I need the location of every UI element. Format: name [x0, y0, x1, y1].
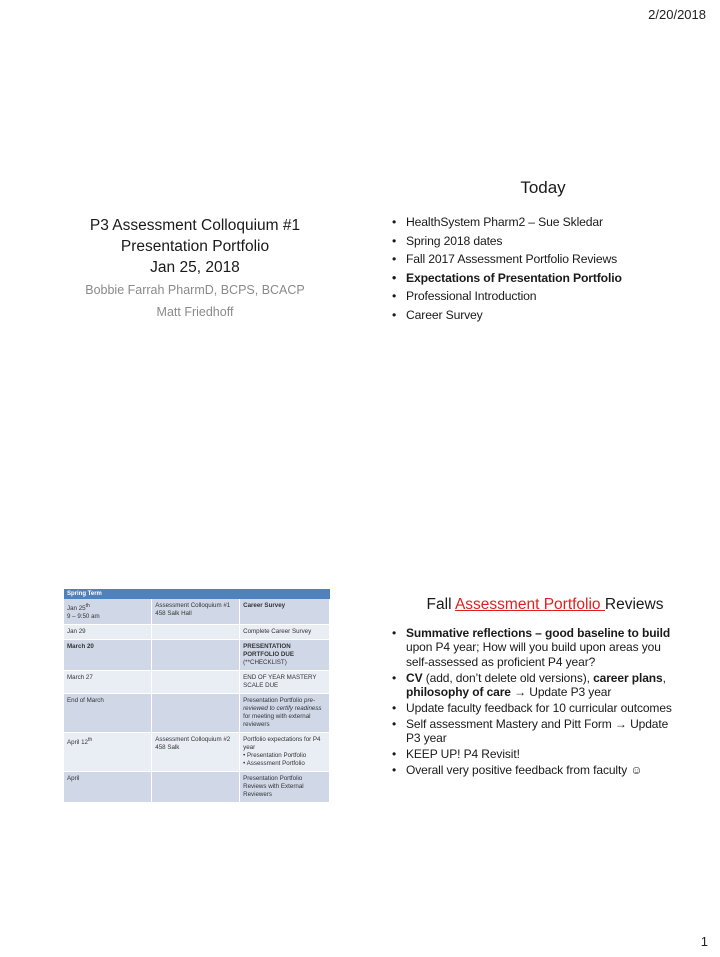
cell-text: 458 Salk [155, 744, 180, 752]
cell-text: Assessment Colloquium #2 [155, 736, 231, 744]
bullet-item [392, 671, 684, 700]
table-row [64, 694, 330, 733]
bullet-text: Update P3 year [529, 685, 612, 700]
table-header: Spring Term [64, 589, 330, 599]
smiley-icon: ☺ [630, 763, 643, 778]
table-cell [152, 694, 240, 733]
table-cell [240, 733, 330, 772]
table-cell: Jan 29 [64, 625, 152, 640]
table-cell: Career Survey [240, 599, 330, 625]
bullet-text: , [662, 670, 666, 685]
assessment-portfolio-link[interactable]: Assessment Portfolio [454, 596, 605, 613]
table-cell [240, 694, 330, 733]
arrow-right-icon: → [611, 716, 631, 731]
cell-list [243, 752, 326, 768]
table-row [64, 625, 330, 640]
title-text: Reviews [604, 596, 664, 613]
table-cell: END OF YEAR MASTERY SCALE DUE [240, 671, 330, 694]
table-cell [152, 772, 240, 803]
slide1-author-1: Bobbie Farrah PharmD, BCPS, BCACP [85, 283, 305, 297]
cell-text: for meeting with external reviewers [243, 713, 311, 729]
bullet-item: • Fall 2017 Assessment Portfolio Reviews [392, 250, 712, 269]
cell-text: Presentation Portfolio [243, 697, 304, 705]
cell-text: Jan 25 [67, 605, 86, 613]
table-row [64, 772, 330, 803]
slide1-title-line-3: Jan 25, 2018 [150, 259, 240, 276]
table-cell: End of March [64, 694, 152, 733]
slide-title-card [30, 215, 360, 322]
table-row [64, 671, 330, 694]
table-cell: March 20 [64, 640, 152, 671]
cell-text: pre-reviewed to certify readiness [243, 697, 322, 713]
bullet-item: • Professional Introduction [392, 287, 712, 306]
cell-text: April 12 [67, 739, 88, 747]
page-number: 1 [700, 934, 708, 949]
slide1-title-line-1: P3 Assessment Colloquium #1 [89, 217, 301, 234]
bullet-text: Update P3 year [406, 716, 669, 746]
bullet-text: career plans [593, 670, 663, 685]
table-cell [152, 671, 240, 694]
bullet-text: upon P4 year; How will you build upon areas you self-assessed as proficient P4 year? [406, 640, 661, 669]
table-cell: April [64, 772, 152, 803]
list-item: • Assessment Portfolio [243, 760, 326, 768]
page-date: 2/20/2018 [648, 7, 706, 22]
bullet-text: Self assessment Mastery and Pitt Form [406, 716, 612, 731]
slide4-title [380, 596, 710, 614]
bullet-item: • KEEP UP! P4 Revisit! [392, 747, 684, 761]
bullet-text: Overall very positive feedback from faculty [406, 763, 628, 778]
bullet-item: • Career Survey [392, 306, 712, 325]
table-cell [152, 640, 240, 671]
table-cell: March 27 [64, 671, 152, 694]
cell-sup: th [87, 737, 93, 744]
bullet-item: • HealthSystem Pharm2 – Sue Skledar [392, 213, 712, 232]
table-cell: Presentation Portfolio Reviews with External Reviewers [240, 772, 330, 803]
slide2-title: Today [520, 178, 566, 197]
list-item: • Presentation Portfolio [243, 752, 326, 760]
arrow-right-icon: → [510, 685, 530, 700]
table-row [64, 599, 330, 625]
slide1-title-line-2: Presentation Portfolio [120, 238, 270, 255]
table-cell [152, 733, 240, 772]
spring-term-schedule-table [64, 589, 330, 803]
table-cell [64, 599, 152, 625]
slide4-bullet-list [392, 626, 684, 779]
bullet-item [392, 717, 684, 746]
bullet-text: CV [406, 670, 423, 685]
cell-sup: th [85, 603, 90, 609]
bullet-text: philosophy of care [406, 685, 511, 700]
bullet-item: • Update faculty feedback for 10 curricular outcomes [392, 701, 684, 715]
table-cell: Complete Career Survey [240, 625, 330, 640]
bullet-item: • Expectations of Presentation Portfolio [392, 269, 712, 288]
bullet-item [392, 626, 684, 669]
bullet-text: (add, don’t delete old versions), [422, 670, 594, 685]
slide1-author-2: Matt Friedhoff [156, 305, 234, 319]
table-cell [152, 599, 240, 625]
table-row [64, 640, 330, 671]
cell-text: 9 – 9:50 am [67, 613, 100, 621]
table-cell [240, 640, 330, 671]
cell-text: PRESENTATION PORTFOLIO DUE [243, 643, 294, 659]
table-row [64, 733, 330, 772]
title-text: Fall [426, 596, 455, 613]
cell-text: Assessment Colloquium #1 [155, 602, 231, 609]
cell-text: (**CHECKLIST) [243, 659, 287, 667]
bullet-text: Summative reflections – good baseline to build [406, 626, 671, 640]
table-cell [64, 733, 152, 772]
slide2-bullet-list [392, 213, 712, 324]
cell-text: Portfolio expectations for P4 year [243, 736, 321, 752]
bullet-item [392, 763, 684, 777]
cell-text: 458 Salk Hall [155, 610, 192, 617]
table-cell [152, 625, 240, 640]
bullet-item: • Spring 2018 dates [392, 232, 712, 251]
